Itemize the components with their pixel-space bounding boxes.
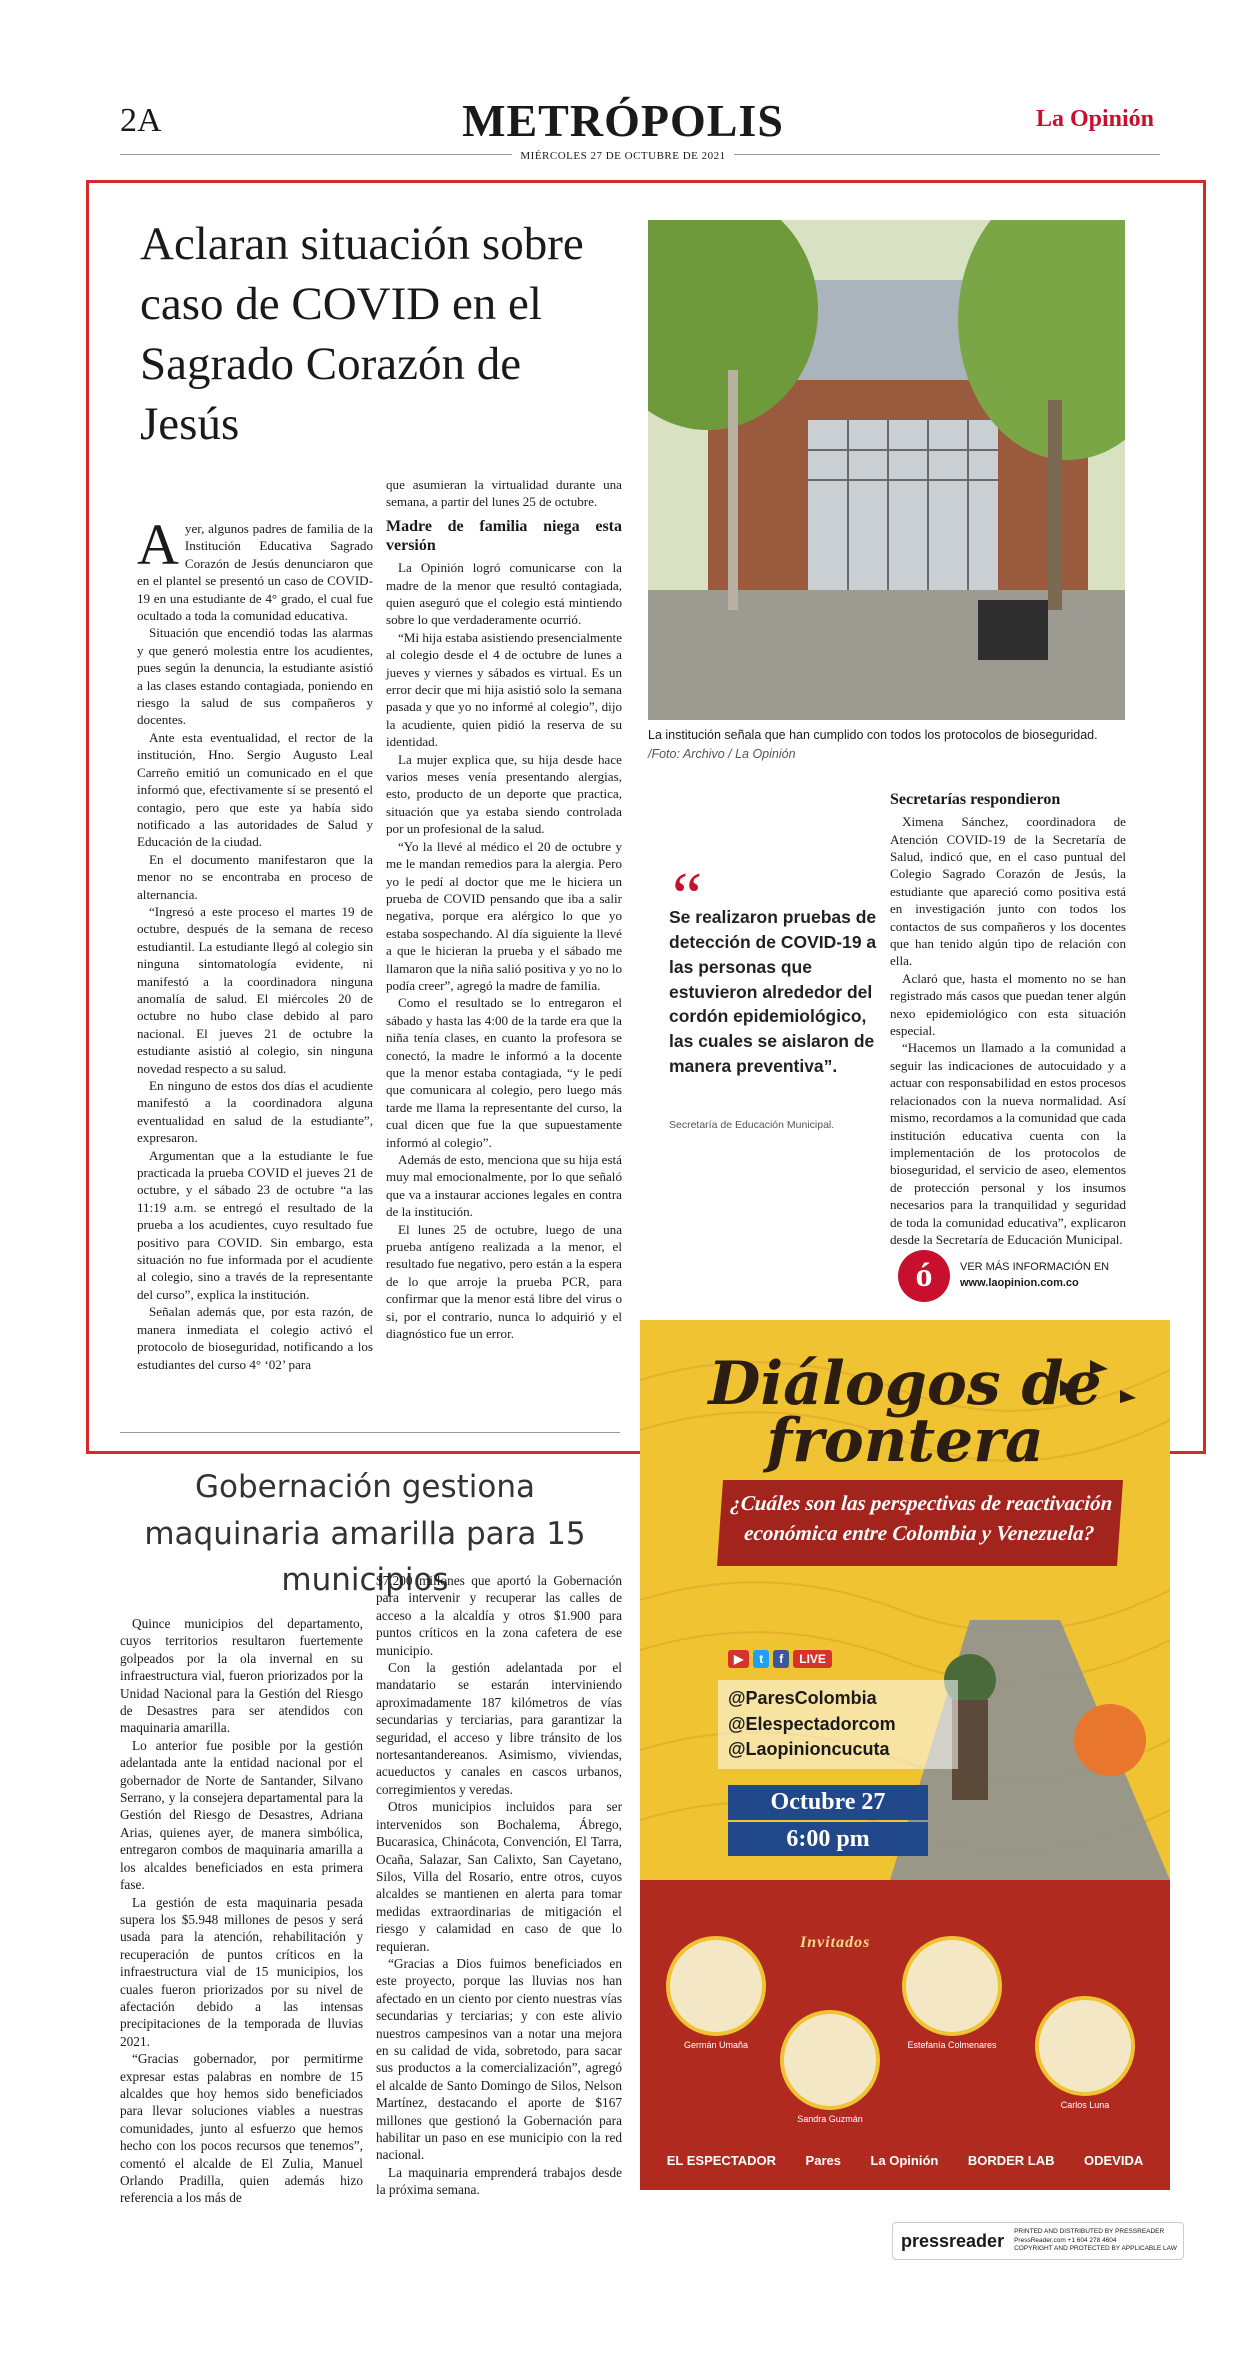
paragraph: Argumentan que a la estudiante le fue practicada la prueba COVID el jueves 21 de octubre, y el sábado 23 de octubre “a las 11:19 a.m. se entregó el resultado de la prueba a los acudientes, cuyo resultado fue positivo para COVID. Sin embargo, esta situación no fue informada por el acudiente al colegio, sino a través de la representante del curso”, explica la institución. bbox=[137, 1147, 373, 1302]
paragraph: Señalan además que, por esta razón, de manera inmediata el colegio activó el protocolo de bioseguridad, notificando a los estudiantes del curso 4° ‘02’ para bbox=[137, 1304, 373, 1372]
paragraph: “Hacemos un llamado a la comunidad a seguir las indicaciones de autocuidado y a actuar con responsabilidad en estos procesos relacionados con la nueva normalidad. Así mismo, recordamos a la comunidad que cada institución educativa cuenta con la implementación de los protocolos de bioseguridad, el servicio de aseo, elementos de protección personal y los insumos necesarios para la tranquilidad y seguridad de toda la comunidad educativa”, explicaron desde la Secretaría de Educación Municipal. bbox=[890, 1040, 1126, 1247]
guest-avatar bbox=[1035, 1996, 1135, 2096]
paragraph: yer, algunos padres de familia de la Institución Educativa Sagrado Corazón de Jesús denunciaron que en el plantel se presentó un caso de COVID-19 en una estudiante de 4° grado, el cual fue ocultado a toda la comunidad educativa. bbox=[137, 521, 373, 624]
paragraph: Quince municipios del departamento, cuyos territorios resultaron fuertemente golpeados por la ola invernal en su infraestructura vial, fueron priorizados por la Unidad Nacional para la Gestión del Riesgo de Desastres para ser atendidos con maquinaria amarilla. bbox=[120, 1616, 363, 1736]
facebook-icon: f bbox=[773, 1650, 789, 1668]
brand-logo: La Opinión bbox=[1035, 106, 1154, 132]
paragraph: “Mi hija estaba asistiendo presencialmente al colegio desde el 4 de octubre de lunes a jueves y viernes y sábados es virtual. Es un error decir que mi hija asistió solo la semana pasada y que yo no informé al colegio”, dijo la acudiente, quien pidió la reserva de su identidad. bbox=[386, 629, 622, 750]
paragraph: Como el resultado se lo entregaron el sábado y hasta las 4:00 de la tarde era que la niña tenía clases, en cuanto la profesora se conectó, la madre le informó a la docente que la menor estaba contagiada, “y le pedí que comunicara al colegio, pero luego más tarde me llama la representante del curso, la cual dicen que fue la que supuestamente informó al colegio”. bbox=[386, 995, 622, 1150]
more-info-link[interactable] bbox=[898, 1250, 1158, 1302]
sponsor-logo: EL ESPECTADOR bbox=[666, 2152, 777, 2168]
event-time: 6:00 pm bbox=[728, 1822, 928, 1856]
sponsor-logo: ODEVIDA bbox=[1083, 2152, 1144, 2168]
guest-avatar bbox=[666, 1936, 766, 2036]
second-article-column-2 bbox=[376, 1572, 622, 2199]
subheading: Secretarías respondieron bbox=[890, 791, 1061, 808]
event-advertisement[interactable] bbox=[640, 1320, 1170, 2190]
second-article-headline: Gobernación gestiona maquinaria amarilla para 15 municipios bbox=[144, 1469, 586, 1598]
article-column-3 bbox=[890, 790, 1126, 1248]
article-column-2 bbox=[386, 476, 622, 1342]
paragraph: “Gracias a Dios fuimos beneficiados en este proyecto, porque las lluvias nos han afectado en un ciento por ciento nuestras vías secundarias y terciarias; y con este alivio nuestros campesinos van a notar una mejora en su calidad de vida, sobretodo, para sacar sus productos a la comercialización”, agregó el alcalde de Santo Domingo de Silos, Nelson Martínez, destacando el aporte de $167 millones que gestionó la Gobernación para habilitar un paso en ese municipio con la red nacional. bbox=[376, 1955, 622, 2163]
guest-name: Estefanía Colmenares bbox=[907, 2040, 997, 2050]
paragraph: La maquinaria emprenderá trabajos desde la próxima semana. bbox=[376, 2164, 622, 2198]
section-title: METRÓPOLIS bbox=[462, 95, 784, 146]
drop-cap: A bbox=[137, 512, 179, 577]
more-info-text bbox=[960, 1260, 1109, 1292]
twitter-icon: t bbox=[753, 1650, 769, 1668]
paragraph: La gestión de esta maquinaria pesada supera los $5.948 millones de pesos y será usada para la atención, rehabilitación y recuperación de puntos críticos en la infraestructura vial de 15 municipios, los cuales fueron priorizados por su nivel de afectación debido a las intensas precipitaciones de la temporada de lluvias 2021. bbox=[120, 1894, 363, 2049]
more-info-label: VER MÁS INFORMACIÓN EN bbox=[960, 1261, 1110, 1273]
page-number: 2A bbox=[120, 102, 162, 139]
event-date: Octubre 27 bbox=[728, 1785, 928, 1820]
paragraph: Otros municipios incluidos para ser intervenidos son Bochalema, Ábrego, Bucarasica, Chinácota, Convención, El Tarra, Ocaña, Salazar, San Calixto, San Cayetano, Silos, Villa del Rosario, entre otros, cuyos alcaldes se mantienen en alerta para tomar medidas extraordinarias de mitigación el riesgo y calamidad en caso de que lo requieran. bbox=[376, 1799, 622, 1954]
subheading: Madre de familia niega esta versión bbox=[386, 517, 622, 554]
paragraph: La Opinión logró comunicarse con la madre de la menor que resultó contagiada, quien aseguró que el colegio está mintiendo sobre lo que verdaderamente ocurrió. bbox=[386, 560, 622, 628]
handle: @ParesColombia bbox=[728, 1688, 877, 1708]
paragraph: El lunes 25 de octubre, luego de una prueba antígeno realizada a la menor, el resultado fue negativo, pero están a la espera de lo que arroje la prueba PCR, para confirmar que la menor está libre del virus o si, por el contrario, nunca lo adquirió y el diagnóstico fue un error. bbox=[386, 1221, 622, 1342]
paragraph: “Gracias gobernador, por permitirme expresar estas palabras en nombre de 15 alcaldes que hoy hemos sido beneficiados para llevar soluciones viables a nuestras comunidades, junto al esfuerzo que hemos hecho con los pocos recursos que tenemos”, comentó el alcalde de El Zulia, Manuel Orlando Pradilla, quien además hizo referencia a los más de bbox=[120, 2051, 363, 2206]
article-column-1 bbox=[137, 512, 373, 1373]
school-building-illustration bbox=[648, 220, 1125, 720]
youtube-icon: ▶ bbox=[728, 1650, 749, 1668]
ad-question-banner: ¿Cuáles son las perspectivas de reactivación económica entre Colombia y Venezuela? bbox=[717, 1480, 1123, 1566]
handle: @Elespectadorcom bbox=[728, 1713, 896, 1734]
handle: @Laopinioncucuta bbox=[728, 1739, 890, 1760]
guest-name: Germán Umaña bbox=[683, 2040, 749, 2050]
photo-credit: /Foto: Archivo / La Opinión bbox=[648, 746, 796, 761]
guest-avatar bbox=[902, 1936, 1002, 2036]
paragraph: que asumieran la virtualidad durante una semana, a partir del lunes 25 de octubre. bbox=[386, 477, 622, 510]
issue-date: MIÉRCOLES 27 DE OCTUBRE DE 2021 bbox=[0, 150, 1246, 162]
paragraph: En ninguno de estos dos días el acudiente manifestó a la coordinadora alguna eventualidad en salud de la estudiante”, expresaron. bbox=[137, 1078, 373, 1146]
sponsor-logo: Pares bbox=[805, 2152, 841, 2168]
paragraph: Lo anterior fue posible por la gestión adelantada ante la entidad nacional por el gobernador de Norte de Santander, Silvano Serrano, y la consejera departamental para la Gestión del Riesgo de Desastres, Adriana Arias, quienes ayer, de manera simbólica, entregaron combos de maquinaria amarilla a los alcaldes beneficiados en esta primera fase. bbox=[120, 1737, 363, 1893]
school-photo bbox=[648, 220, 1125, 720]
pull-quote-source: Secretaría de Educación Municipal. bbox=[669, 1119, 835, 1131]
sponsor-logo: La Opinión bbox=[870, 2152, 939, 2168]
la-opinion-logo-icon: ó bbox=[898, 1250, 950, 1302]
invited-label: Invitados bbox=[800, 1934, 871, 1951]
social-handles bbox=[718, 1680, 958, 1769]
paragraph: Además de esto, menciona que su hija está muy mal emocionalmente, por lo que señaló que va a instaurar acciones legales en contra de la institución. bbox=[386, 1152, 622, 1220]
guest-name: Carlos Luna bbox=[1060, 2100, 1110, 2110]
paragraph: Aclaró que, hasta el momento no se han registrado más casos que puedan tener algún nexo epidemiológico con esta situación especial. bbox=[890, 970, 1126, 1039]
article-separator bbox=[120, 1432, 620, 1433]
guest-avatar bbox=[780, 2010, 880, 2110]
paragraph: $7.200 millones que aportó la Gobernación para intervenir y recuperar las calles de acceso a la alcaldía y otros $1.900 para puntos críticos en la zona cafetera de ese municipio. bbox=[376, 1573, 622, 1658]
paragraph: La mujer explica que, su hija desde hace varios meses venía presentando alergias, esto, producto de un deporte que practica, situación que ya estaba siendo controlada por un profesional de la salud. bbox=[386, 751, 622, 837]
article-headline: Aclaran situación sobre caso de COVID en el Sagrado Corazón de Jesús bbox=[140, 218, 584, 451]
paragraph: “Ingresó a este proceso el martes 19 de octubre, después de la semana de receso estudiantil. La estudiante llegó al colegio sin ninguna sintomatología evidente, ni manifestó a la coordinadora ninguna anomalía de salud. El miércoles 20 de octubre no hubo clase debido al paro nacional. El jueves 21 de octubre la estudiante asistió al colegio, sin ninguna novedad respecto a su salud. bbox=[137, 903, 373, 1076]
pressreader-badge[interactable] bbox=[892, 2222, 1184, 2260]
paragraph: Ximena Sánchez, coordinadora de Atención COVID-19 de la Secretaría de Salud, indicó que, en el caso puntual del Colegio Sagrado Corazón de Jesús, la estudiante que apareció como positiva está en investigación junto con todos los contactos de sus compañeros y los docentes que han tenido algún tipo de relación con ella. bbox=[890, 814, 1126, 969]
paragraph: En el documento manifestaron que la menor no se encontraba en proceso de alternancia. bbox=[137, 851, 373, 902]
pull-quote: Se realizaron pruebas de detección de COVID-19 a las personas que estuvieron alrededor del cordón epidemiológico, las cuales se aislaron de manera preventiva”. bbox=[669, 907, 877, 1077]
social-icons bbox=[728, 1650, 836, 1668]
sponsor-logos bbox=[640, 2130, 1170, 2190]
paragraph: Ante esta eventualidad, el rector de la institución, Hno. Sergio Augusto Leal Carreño emitió un comunicado en el que informó que, efectivamente sí se presentó el contagio, pero que este ya había sido notificado a las autoridades de Salud y Educación de la ciudad. bbox=[137, 729, 373, 850]
pressreader-logo: pressreader bbox=[901, 2230, 1005, 2251]
paragraph: Situación que encendió todas las alarmas y que generó molestia entre los acudientes, pues según la denuncia, la estudiante asistió a las clases estando contagiada, poniendo en riesgo la salud de sus compañeros y docentes. bbox=[137, 625, 373, 728]
paragraph: Con la gestión adelantada por el mandatario se estarán interviniendo aproximadamente 187 kilómetros de vías secundarias y terciarias, para garantizar la seguridad, el acceso y libre tránsito de los nortesantandereanos. Asimismo, viviendas, acueductos y canales en cascos urbanos, corregimientos y veredas. bbox=[376, 1660, 622, 1797]
ad-title: Diálogos de frontera bbox=[708, 1349, 1102, 1476]
second-article-column-1 bbox=[120, 1615, 363, 2207]
photo-caption: La institución señala que han cumplido con todos los protocolos de bioseguridad. /Foto: Archivo / La Opinión bbox=[648, 728, 1098, 761]
live-badge: LIVE bbox=[793, 1650, 832, 1668]
guest-name: Sandra Guzmán bbox=[797, 2114, 863, 2124]
quote-mark-icon: “ bbox=[672, 858, 703, 934]
pressreader-notice: PRINTED AND DISTRIBUTED BY PRESSREADER PressReader.com +1 604 278 4604 COPYRIGHT AND PROTECTED BY APPLICABLE LAW bbox=[1014, 2228, 1177, 2253]
more-info-url[interactable]: www.laopinion.com.co bbox=[960, 1276, 1079, 1289]
sponsor-logo: BORDER LAB bbox=[967, 2152, 1055, 2168]
paragraph: “Yo la llevé al médico el 20 de octubre y me le mandan remedios para la alergia. Pero yo le pedí al doctor que me le hiciera un prueba de COVID pensando que iba a salir negativa, porque era alérgico lo que yo estaba sospechando. Al día siguiente la llevé a que le hicieran la prueba y el sábado me llamaron que la niña salió positiva y yo no lo podía creer”, agregó la madre de familia. bbox=[386, 838, 623, 993]
